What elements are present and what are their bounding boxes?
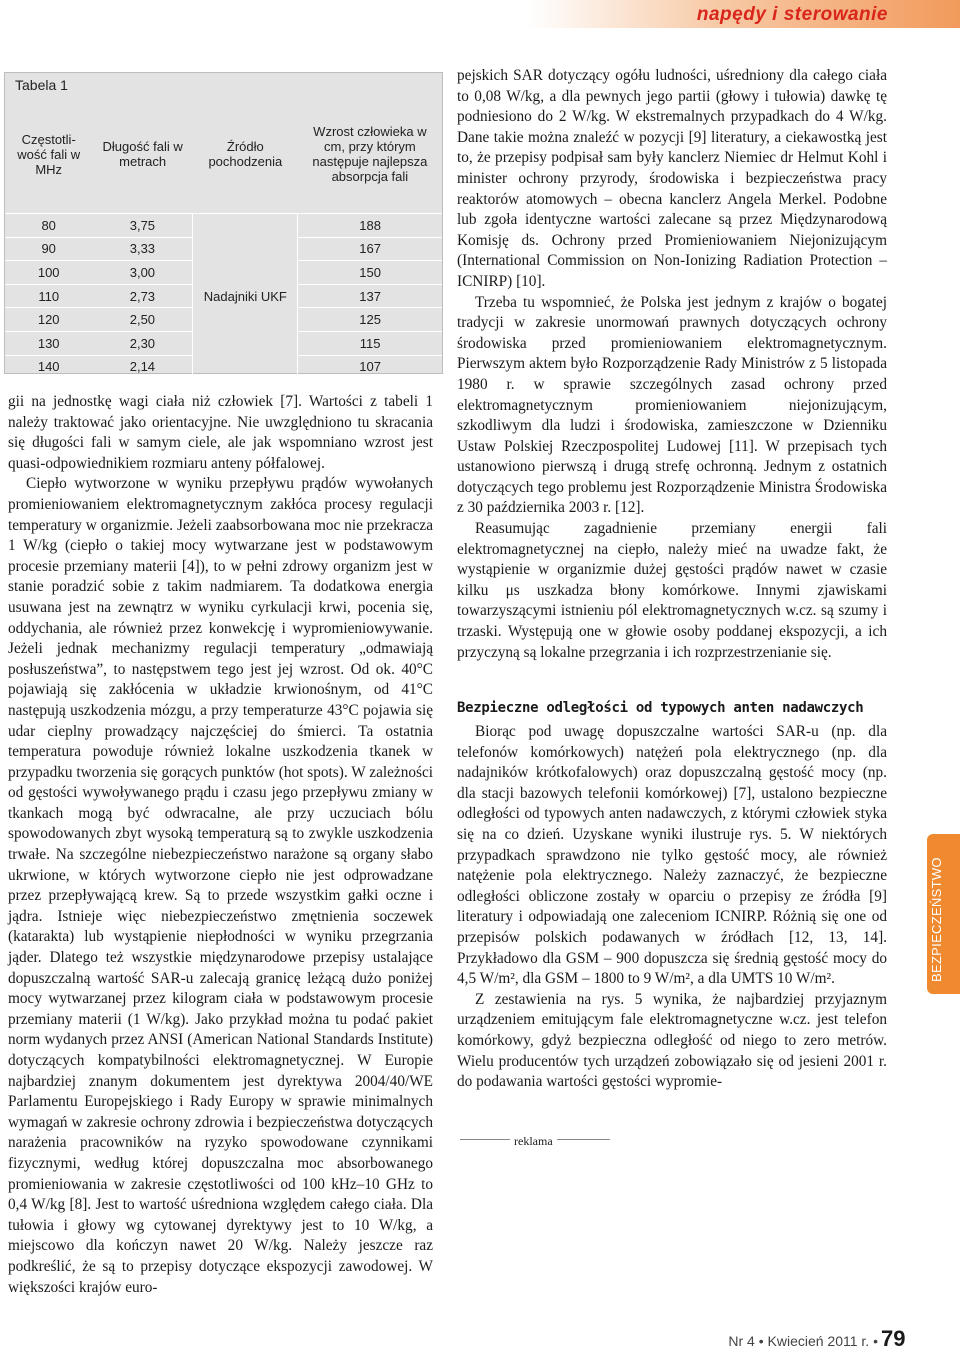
data-table-box xyxy=(4,72,443,374)
cell-frequency: 100 xyxy=(5,261,92,285)
cell-height: 115 xyxy=(298,331,442,355)
paragraph: gii na jednostkę wagi ciała niż człowiek [7]. Wartości z tabeli 1 należy traktować jako orientacyjne. Nie uwzględniono tu skracania się długości fali w samym ciele, ale jak wspomniano wzrost jest quasi-odpowiednikiem rozmiaru anteny półfalowej. xyxy=(8,393,433,472)
cell-wavelength: 2,73 xyxy=(92,284,193,308)
cell-height: 107 xyxy=(298,355,442,379)
cell-wavelength: 3,75 xyxy=(92,214,193,238)
paragraph: Ciepło wytworzone w wyniku przepływu prądów wywołanych promieniowaniem elektromagnetycznym zakłóca procesy regulacji temperatury w organizmie. Jeżeli zaabsorbowana moc nie przekracza 1 W/kg (ciepło o takiej mocy wytwarzane jest w podstawowym procesie przemiany materii [4]), to w pełni zdrowy organizm jest w stanie poradzić sobie z takim nadmiarem. Ta dodatkowa energia usuwana jest na zewnątrz w wyniku cyrkulacji krwi, pocenia się, oddychania, ale również przez konwekcję i wypromieniowywanie. Jeżeli jednak mechanizmy regulacji temperatury „odmawiają posłuszeństwa”, to następstwem tego jest jej wzrost. Od ok. 40°C pojawiają się zakłócenia w układzie krwionośnym, od 41°C następują uszkodzenia mózgu, a przy temperaturze 43°C pojawia się udar cieplny prowadzący najczęściej do śmierci. Ta ostatnia temperatura powoduje również lokalne uszkodzenia tkanek w przypadku tworzenia się gorących punktów (hot spots). W zależności od gęstości wywoływanego prądu i czasu jego przepływu zmiany w tkankach mogą być odwracalne, ale przy uczuciach bólu spowodowanych zbyt wysoką temperaturą są to zwykle uszkodzenia trwałe. Na szczególne niebezpieczeństwo narażone są organy słabo ukrwione, w których wytworzone ciepło nie jest odprowadzane przez przepływającą krew. Są to przede wszystkim gałki oczne i jądra. Istnieje więc niebezpieczeństwo zmętnienia soczewek (katarakta) lub wystąpienie niepłodności w wyniku przegrzania jąder. Dlatego też wszystkie międzynarodowe przepisy ustalające dopuszczalną wartość SAR-u zalecają granicę leżącą dużo poniżej mocy wytwarzanej przez kilogram ciała w podstawowym procesie przemiany materii (1 W/kg). Jako przykład można tu podać pakiet norm wydanych przez ANSI (American National Standards Institute) dotyczących kompatybilności elektromagnetycznej. W Europie najbardziej znanym dokumentem jest dyrektywa 2004/40/WE Parlamentu Europejskiego i Rady Europy w sprawie minimalnych wymagań w zakresie ochrony zdrowia i bezpieczeństwa dotyczących narażenia pracowników na ryzyko spowodowane czynnikami fizycznymi, według której dopuszczalna moc absorbowanego promieniowania w zakresie częstotliwości od 100 kHz–10 GHz to 0,4 W/kg [8]. Jest to wartość uśredniona względem całego ciała. Dla tułowia i głowy wg cytowanej dyrektywy jest to 10 W/kg, a miejscowo dla kończyn nawet 20 W/kg. Należy jeszcze raz podkreślić, że są to przepisy dotyczące ekspozycji zawodowej. W większości krajów euro- xyxy=(8,475,433,1296)
left-text-column xyxy=(8,392,433,1298)
section-tab xyxy=(927,834,960,994)
cell-height: 167 xyxy=(298,237,442,261)
right-text-column xyxy=(457,66,887,663)
page-number: 79 xyxy=(881,1326,906,1351)
cell-frequency: 130 xyxy=(5,331,92,355)
header-height: Wzrost człowieka w cm, przy którym następuje najlepsza absorpcja fali xyxy=(298,95,442,214)
right-text-column-lower xyxy=(457,722,887,1093)
paragraph: Reasumując zagadnienie przemiany energii fali elektromagnetycznej na ciepło, należy mieć na uwadze fakt, że wystąpienie w organizmie dużej gęstości prądów nawet w czasie kilku μs uszkadza błony komórkowe. Innymi zjawiskami towarzyszącymi istnieniu pól elektromagnetycznych w.cz. są szumy i trzaski. Występują one w głowie osoby poddanej ekspozycji, a ich przyczyną są lokalne przegrzania i ich rozprzestrzenianie się. xyxy=(457,520,887,661)
header-bar xyxy=(0,0,960,28)
header-frequency: Częstotli-wość fali w MHz xyxy=(5,95,92,214)
cell-height: 137 xyxy=(298,284,442,308)
cell-wavelength: 2,30 xyxy=(92,331,193,355)
section-tab-label: BEZPIECZEŃSTWO xyxy=(929,857,944,982)
cell-wavelength: 2,14 xyxy=(92,355,193,379)
header-source: Źródło pochodzenia xyxy=(193,95,298,214)
table-caption: Tabela 1 xyxy=(15,77,68,93)
paragraph: pejskich SAR dotyczący ogółu ludności, uśredniony dla całego ciała to 0,08 W/kg, a dla pewnych jego partii (głowy i tułowia) dawkę tę podniesiono do 2 W/kg. W ekstremalnych przypadkach do 4 W/kg. Dane takie można znaleźć w pozycji [9] literatury, a ciekawostką jest to, że przepisy podpisał sam były kanclerz Niemiec dr Helmut Kohl i minister ochrony przyrody, środowiska i bezpieczeństwa pracy reaktorów atomowych – obecna kanclerz Angela Merkel. Podobne lub zgoła identyczne wartości zalecane są przez Międzynarodową Komisję ds. Ochrony przed Promieniowaniem Niejonizującym (International Commission on Non-Ionizing Radiation Protection – ICNIRP) [10]. xyxy=(457,67,887,290)
cell-wavelength: 3,00 xyxy=(92,261,193,285)
section-heading: Bezpieczne odległości od typowych anten nadawczych xyxy=(457,700,864,716)
cell-frequency: 140 xyxy=(5,355,92,379)
data-table xyxy=(5,95,442,379)
table-header-row xyxy=(5,95,442,214)
paragraph: Biorąc pod uwagę dopuszczalne wartości SAR-u (np. dla telefonów komórkowych) natężeń pola elektrycznego (np. dla nadajników krótkofalowych) oraz dopuszczalną gęstość mocy (np. dla stacji bazowych telefonii komórkowej) [7], ustalono bezpieczne odległości od typowych anten nadawczych, z którymi człowiek styka się na co dzień. Uzyskane wyniki ilustruje rys. 5. W niektórych przypadkach sprawdzono nie tylko gęstość mocy, ale również natężenie pola elektrycznego. Należy zaznaczyć, że bezpieczne odległości obliczone zostały w oparciu o przepisy ze źródła [9] literatury i odpowiadają one zaleceniom ICNIRP. Różnią się one od przepisów polskich podawanych w źródłach [12, 13, 14]. Przykładowo dla GSM – 900 dopuszcza się średnią gęstość mocy do 4,5 W/m², dla GSM – 1800 to 9 W/m², a dla UMTS 10 W/m². xyxy=(457,723,887,988)
paragraph: Trzeba tu wspomnieć, że Polska jest jednym z krajów o bogatej tradycji w zakresie unormowań prawnych dotyczących ochrony środowiska przed promieniowaniem elektromagnetycznym. Pierwszym aktem było Rozporządzenie Rady Ministrów z 5 listopada 1980 r. w sprawie szczególnych zasad ochrony przed elektromagnetycznym promieniowaniem niejonizującym, szkodliwym dla ludzi i środowiska, zamieszczone w Dzienniku Ustaw Polskiej Rzeczpospolitej Ludowej [11]. W przepisach tych ustanowiono pierwszą i drugą strefę ochronną. Jednym z ostatnich dotyczących tego problemu jest Rozporządzenie Ministra Środowiska z 30 października 2003 r. [12]. xyxy=(457,293,887,517)
cell-frequency: 90 xyxy=(5,237,92,261)
cell-wavelength: 2,50 xyxy=(92,308,193,332)
cell-height: 125 xyxy=(298,308,442,332)
issue-footer: Nr 4 • Kwiecień 2011 r. • xyxy=(728,1333,878,1349)
paragraph: Z zestawienia na rys. 5 wynika, że najbardziej przyjaznym urządzeniem emitującym fale elektromagnetyczne w.cz. jest telefon komórkowy, gdyż bezpieczna odległość od niego to zero metrów. Wielu producentów tych urządzeń zobowiązało się od jesieni 2001 r. do podawania wartości gęstości wypromie- xyxy=(457,990,887,1091)
cell-source: Nadajniki UKF xyxy=(193,214,298,379)
advert-label: reklama xyxy=(510,1134,557,1149)
section-header: napędy i sterowanie xyxy=(696,4,888,25)
cell-frequency: 110 xyxy=(5,284,92,308)
cell-frequency: 80 xyxy=(5,214,92,238)
header-wavelength: Długość fali w metrach xyxy=(92,95,193,214)
table-row xyxy=(5,214,442,238)
cell-frequency: 120 xyxy=(5,308,92,332)
cell-height: 188 xyxy=(298,214,442,238)
cell-height: 150 xyxy=(298,261,442,285)
cell-wavelength: 3,33 xyxy=(92,237,193,261)
